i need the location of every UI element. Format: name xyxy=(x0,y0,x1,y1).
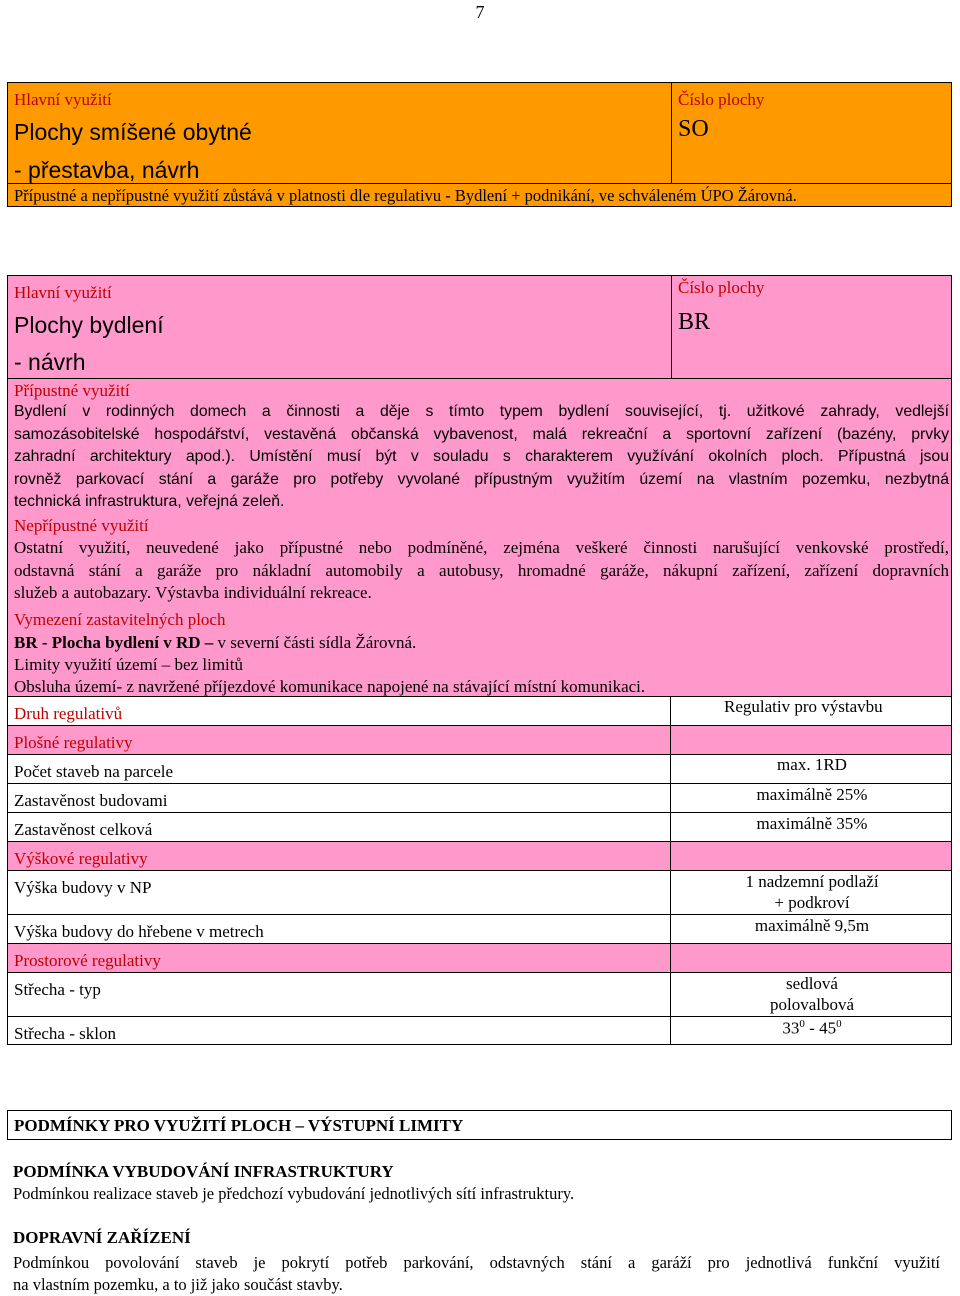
so-note: Přípustné a nepřípustné využití zůstává v platnosti dle regulativu - Bydlení + podnikání, ve schváleném ÚPO Žárovná. xyxy=(14,186,797,205)
pripustne-text xyxy=(14,401,949,514)
limity: Limity využití území – bez limitů xyxy=(14,655,243,674)
vymezeni-rest: v severní části sídla Žárovná. xyxy=(213,633,417,652)
pocet-value: max. 1RD xyxy=(777,755,847,774)
zastavenost-bud-value: maximálně 25% xyxy=(756,785,868,804)
pripustne-line: technická infrastruktura, veřejná zeleň. xyxy=(14,493,285,510)
druh-label: Druh regulativů xyxy=(14,704,123,723)
strecha-typ-cell xyxy=(7,972,671,1017)
br-hlavni-label: Hlavní využití xyxy=(14,283,112,302)
prostorove-value-cell xyxy=(670,943,952,973)
doprava-line2: na vlastním pozemku, a to již jako součást stavby. xyxy=(13,1275,343,1294)
zastavenost-cel-value: maximálně 35% xyxy=(756,814,868,833)
strecha-sklon-label: Střecha - sklon xyxy=(14,1024,116,1043)
vymezeni-line xyxy=(14,634,416,651)
br-title-line2: - návrh xyxy=(14,349,86,375)
pripustne-line: rovněž parkovací stání a garáže pro potřeby vyvolané přípustným využitím území na vlastním pozemku, nezbytná xyxy=(14,470,949,488)
br-code-cell xyxy=(671,275,952,379)
nepripustne-line: Ostatní využití, neuvedené jako přípustné nebo podmíněné, zejména veškeré činnosti narušující venkovské prostředí, xyxy=(14,538,949,557)
pripustne-line: samozásobitelské hospodářství, vestavěná občanská vybavenost, malá rekreační a sportovní zařízení (bazény, prvky xyxy=(14,425,949,443)
nepripustne-line: odstavná stání a garáže pro nákladní automobily a autobusy, hromadné garáže, nákupní zařízení, zařízení dopravních xyxy=(14,560,949,580)
pocet-value-cell xyxy=(670,754,952,784)
strecha-typ-value1: sedlová xyxy=(786,974,838,993)
infra-text: Podmínkou realizace staveb je předchozí vybudování jednotlivých sítí infrastruktury. xyxy=(13,1184,575,1203)
br-cislo-label: Číslo plochy xyxy=(678,278,765,297)
so-block xyxy=(7,82,952,206)
plosne-value-cell xyxy=(670,725,952,755)
so-title-line1: Plochy smíšené obytné xyxy=(14,119,252,145)
so-title-cell xyxy=(7,82,672,184)
strecha-sklon-value xyxy=(671,1019,953,1037)
strecha-typ-label: Střecha - typ xyxy=(14,980,101,999)
so-title-line2: - přestavba, návrh xyxy=(14,157,200,183)
sklon-mid: - 45 xyxy=(804,1018,837,1038)
druh-cell xyxy=(7,696,671,726)
vyska-np-value-cell xyxy=(670,870,952,915)
regulativ-label: Regulativ pro výstavbu xyxy=(724,697,883,716)
br-code: BR xyxy=(678,309,711,335)
vymezeni-bold: BR - Plocha bydlení v RD – xyxy=(14,633,214,652)
doprava-text xyxy=(13,1252,940,1296)
strecha-typ-value2: polovalbová xyxy=(769,995,855,1014)
pripustne-line: zahradní architektury apod.). Umístění musí být v souladu s charakterem využívání okolních ploch. Přípustná jsou xyxy=(14,448,949,465)
nepripustne-label: Nepřípustné využití xyxy=(14,516,149,535)
so-code: SO xyxy=(678,116,709,142)
vyska-np-cell xyxy=(7,870,671,915)
br-text-cell xyxy=(7,378,952,702)
pripustne-line: Bydlení v rodinných domech a činnosti a děje s tímto typem bydlení související, tj. užitkové zahrady, vedlejší xyxy=(14,403,949,420)
so-code-cell xyxy=(671,82,952,184)
zastavenost-cel-cell xyxy=(7,812,671,842)
infra-title: PODMÍNKA VYBUDOVÁNÍ INFRASTRUKTURY xyxy=(13,1162,394,1181)
pripustne-label: Přípustné využití xyxy=(14,381,130,400)
strecha-sklon-value-cell xyxy=(670,1016,952,1045)
page-number: 7 xyxy=(475,2,485,22)
nepripustne-line: služeb a autobazary. Výstavba individuální rekreace. xyxy=(14,583,372,602)
pocet-label: Počet staveb na parcele xyxy=(14,762,174,781)
br-title-line1: Plochy bydlení xyxy=(14,312,164,338)
conditions-header-box xyxy=(7,1110,952,1140)
so-hlavni-label: Hlavní využití xyxy=(14,90,112,109)
sklon-sup2: 0 xyxy=(836,1018,842,1030)
vyska-hreben-value: maximálně 9,5m xyxy=(754,916,870,935)
plosne-label: Plošné regulativy xyxy=(14,733,133,752)
so-cislo-label: Číslo plochy xyxy=(678,90,765,109)
strecha-sklon-cell xyxy=(7,1016,671,1045)
zastavenost-cel-label: Zastavěnost celková xyxy=(14,820,153,839)
vyska-hreben-value-cell xyxy=(670,914,952,944)
br-title-cell xyxy=(7,275,672,379)
nepripustne-text xyxy=(14,537,949,605)
zastavenost-cel-value-cell xyxy=(670,812,952,842)
vymezeni-label: Vymezení zastavitelných ploch xyxy=(14,610,226,629)
doprava-title: DOPRAVNÍ ZAŘÍZENÍ xyxy=(13,1228,191,1247)
regulativ-cell xyxy=(670,696,952,726)
vyskove-value-cell xyxy=(670,841,952,871)
vyska-hreben-label: Výška budovy do hřebene v metrech xyxy=(14,922,264,941)
sklon-sup: 0 xyxy=(799,1018,805,1030)
conditions-header: PODMÍNKY PRO VYUŽITÍ PLOCH – VÝSTUPNÍ LIMITY xyxy=(14,1116,464,1135)
prostorove-label: Prostorové regulativy xyxy=(14,951,161,970)
zastavenost-bud-value-cell xyxy=(670,783,952,813)
prostorove-cell xyxy=(7,943,671,973)
zastavenost-bud-label: Zastavěnost budovami xyxy=(14,791,168,810)
zastavenost-bud-cell xyxy=(7,783,671,813)
so-note-cell xyxy=(7,183,952,207)
strecha-typ-value-cell xyxy=(670,972,952,1017)
plosne-cell xyxy=(7,725,671,755)
vyska-np-value1: 1 nadzemní podlaží xyxy=(745,872,879,891)
vyska-hreben-cell xyxy=(7,914,671,944)
vyska-np-value2: + podkroví xyxy=(774,893,850,912)
vyska-np-label: Výška budovy v NP xyxy=(14,878,152,897)
br-block xyxy=(7,275,952,1045)
vyskove-label: Výškové regulativy xyxy=(14,849,148,868)
vyskove-cell xyxy=(7,841,671,871)
pocet-cell xyxy=(7,754,671,784)
sklon-a: 33 xyxy=(782,1018,800,1038)
doprava-line1: Podmínkou povolování staveb je pokrytí potřeb parkování, odstavných stání a garáží pro jednotlivá funkční využití xyxy=(13,1253,940,1272)
obsluha: Obsluha území- z navržené příjezdové komunikace napojené na stávající místní komunikaci. xyxy=(14,677,646,696)
